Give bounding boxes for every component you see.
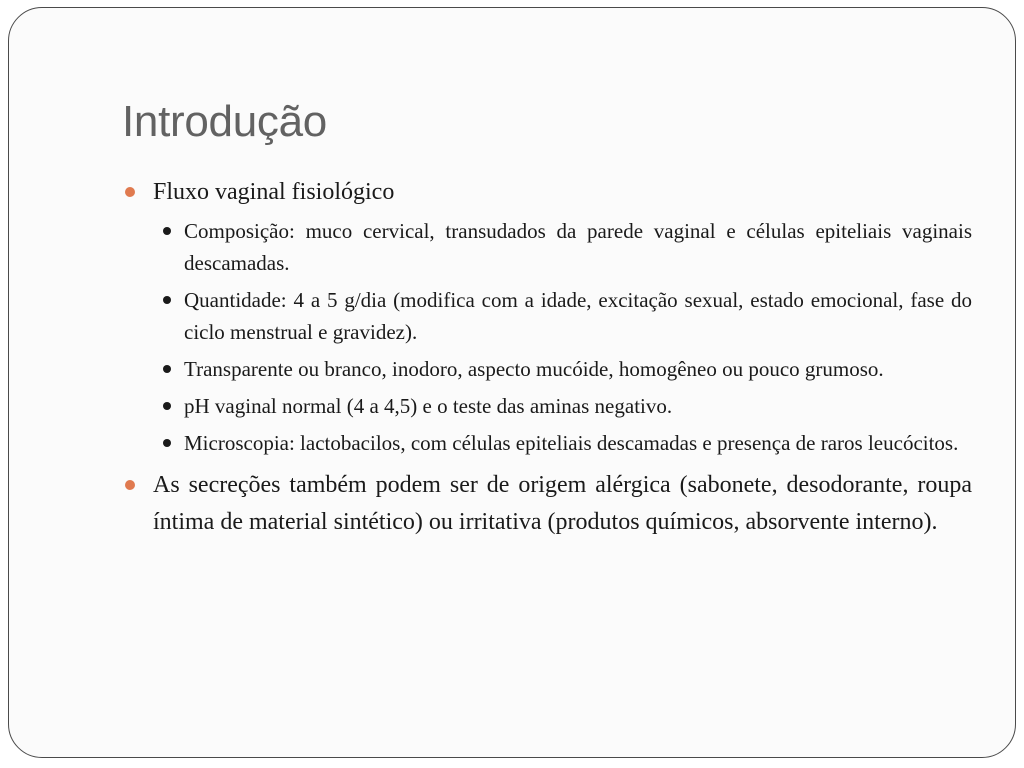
sub-bullet-aspecto <box>153 353 972 385</box>
bullet-text: As secreções também podem ser de origem alérgica (sabonete, desodorante, roupa íntima de material sintético) ou irritativa (produtos químicos, absorvente interno). <box>153 472 972 535</box>
slide-frame <box>8 7 1016 758</box>
sub-bullet-microscopia <box>153 427 972 459</box>
sub-bullet-dot-icon <box>163 227 171 235</box>
sub-bullet-list <box>153 215 972 459</box>
bullet-item-secrecoes <box>122 467 972 541</box>
sub-bullet-dot-icon <box>163 402 171 410</box>
slide-body <box>122 174 972 541</box>
sub-bullet-quantidade <box>153 284 972 348</box>
sub-bullet-ph <box>153 390 972 422</box>
bullet-dot-icon <box>125 480 135 490</box>
sub-bullet-dot-icon <box>163 296 171 304</box>
sub-bullet-text: Composição: muco cervical, transudados da parede vaginal e células epiteliais vaginais descamadas. <box>184 219 972 275</box>
sub-bullet-text: Quantidade: 4 a 5 g/dia (modifica com a idade, excitação sexual, estado emocional, fase do ciclo menstrual e gravidez). <box>184 288 972 344</box>
sub-bullet-dot-icon <box>163 439 171 447</box>
bullet-list <box>122 174 972 541</box>
slide-title: Introdução <box>122 97 327 146</box>
sub-bullet-composicao <box>153 215 972 279</box>
bullet-dot-icon <box>125 187 135 197</box>
bullet-text: Fluxo vaginal fisiológico <box>153 179 395 205</box>
bullet-item-fluxo <box>122 174 972 459</box>
sub-bullet-text: Transparente ou branco, inodoro, aspecto mucóide, homogêneo ou pouco grumoso. <box>184 357 884 381</box>
sub-bullet-text: pH vaginal normal (4 a 4,5) e o teste das aminas negativo. <box>184 394 673 418</box>
sub-bullet-text: Microscopia: lactobacilos, com células epiteliais descamadas e presença de raros leucócitos. <box>184 431 959 455</box>
sub-bullet-dot-icon <box>163 365 171 373</box>
